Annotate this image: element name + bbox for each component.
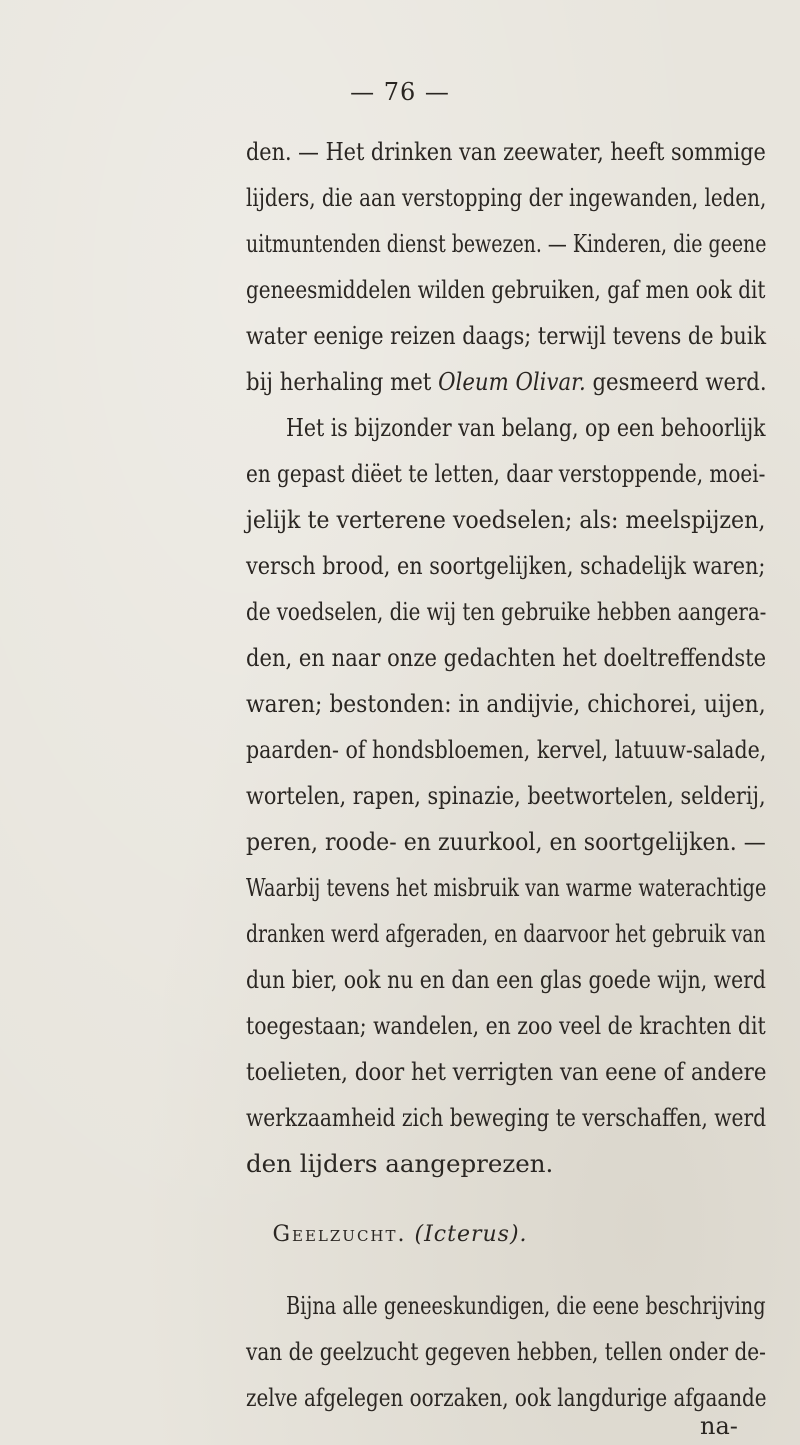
text-line: dun bier, ook nu en dan een glas goede wijn, werd (246, 965, 766, 994)
page-number: — 76 — (350, 78, 450, 106)
text-line: jelijk te verterene voedselen; als: meelspijzen, (246, 505, 766, 534)
text-line: peren, roode- en zuurkool, en soortgelijken. — (246, 827, 766, 856)
text-line: den, en naar onze gedachten het doeltreffendste (246, 643, 767, 672)
text-line: paarden- of hondsbloemen, kervel, latuuw-salade, (246, 735, 767, 764)
text-line: uitmuntenden dienst bewezen. — Kinderen, die geene (246, 229, 767, 258)
text-line: geneesmiddelen wilden gebruiken, gaf men ook dit (246, 275, 766, 304)
text-segment: gesmeerd werd. (592, 367, 767, 396)
paragraph-first-line: Bijna alle geneeskundigen, die eene beschrijving (286, 1291, 766, 1320)
text-line: de voedselen, die wij ten gebruike hebben aangera- (246, 597, 767, 626)
text-line: den. — Het drinken van zeewater, heeft sommige (246, 137, 766, 166)
text-line: wortelen, rapen, spinazie, beetwortelen, selderij, (246, 781, 766, 810)
text-line: toegestaan; wandelen, en zoo veel de krachten dit (246, 1011, 766, 1040)
heading-title: Geelzucht. (272, 1222, 407, 1247)
heading-latin: (Icterus). (414, 1222, 528, 1247)
paragraph-first-line: Het is bijzonder van belang, op een behoorlijk (286, 413, 766, 442)
italic-term: Oleum Olivar. (438, 367, 586, 396)
text-line: toelieten, door het verrigten van eene of andere (246, 1057, 767, 1086)
text-line: den lijders aangeprezen. (246, 1149, 554, 1178)
text-line (246, 366, 767, 398)
text-line: water eenige reizen daags; terwijl tevens de buik (246, 321, 767, 350)
text-line: lijders, die aan verstopping der ingewanden, leden, (246, 183, 767, 212)
text-line: zelve afgelegen oorzaken, ook langdurige afgaande (246, 1383, 767, 1412)
section-heading (0, 1222, 800, 1247)
text-line: van de geelzucht gegeven hebben, tellen onder de- (246, 1337, 766, 1366)
text-line: werkzaamheid zich beweging te verschaffen, werd (246, 1103, 767, 1132)
text-line: waren; bestonden: in andijvie, chichorei, uijen, (246, 689, 766, 718)
text-line: Waarbij tevens het misbruik van warme waterachtige (246, 873, 767, 902)
text-line: versch brood, en soortgelijken, schadelijk waren; (246, 551, 766, 580)
text-line: en gepast diëet te letten, daar verstoppende, moei- (246, 459, 766, 488)
catchword: na- (700, 1412, 738, 1440)
text-segment: bij herhaling met (246, 367, 432, 396)
text-line: dranken werd afgeraden, en daarvoor het gebruik van (246, 919, 766, 948)
